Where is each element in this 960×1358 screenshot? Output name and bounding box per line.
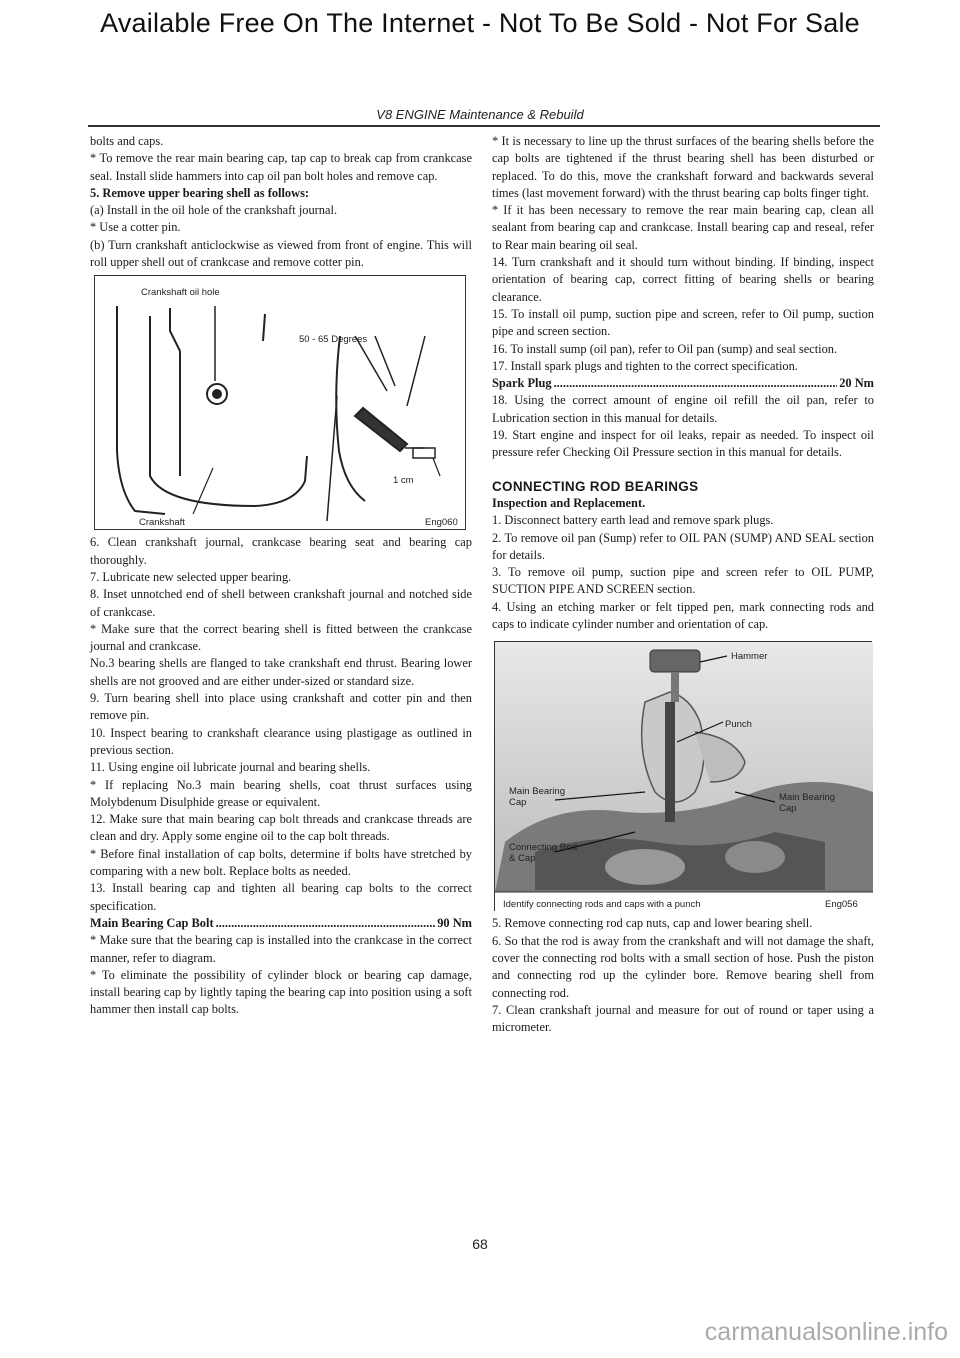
- crankshaft-diagram: [95, 276, 467, 531]
- paragraph: 10. Inspect bearing to crankshaft clearance using plastigage as outlined in previous section.: [90, 725, 472, 757]
- paragraph: * If it has been necessary to remove the rear main bearing cap, clean all sealant from bearing cap and crankcase. Install bearing cap and reseal, refer to Rear main bearing oil seal.: [492, 203, 874, 252]
- spec-leader-dots: [216, 915, 436, 932]
- step-heading: 5. Remove upper bearing shell as follows:: [90, 185, 310, 200]
- paragraph: 5. Remove connecting rod cap nuts, cap and lower bearing shell.: [492, 916, 813, 931]
- header-rule: [88, 125, 880, 127]
- paragraph: No.3 bearing shells are flanged to take crankshaft end thrust. Bearing lower shells are not grooved and are either under-sized or standard size.: [90, 656, 472, 688]
- oil-hole-label: Crankshaft oil hole: [141, 287, 220, 299]
- cm-label: 1 cm: [393, 475, 414, 487]
- section-title: CONNECTING ROD BEARINGS: [492, 478, 699, 494]
- paragraph: bolts and caps.: [90, 134, 164, 148]
- paragraph: 13. Install bearing cap and tighten all bearing cap bolts to the correct specification.: [90, 881, 472, 913]
- paragraph: * Use a cotter pin.: [90, 220, 181, 235]
- figure-caption: Identify connecting rods and caps with a punch: [503, 899, 701, 911]
- paragraph: 4. Using an etching marker or felt tipped pen, mark connecting rods and caps to indicate cylinder number and orientation of cap.: [492, 599, 874, 632]
- figure-code: Eng060: [425, 517, 458, 529]
- torque-spec-spark-plug: [492, 375, 874, 392]
- running-head: V8 ENGINE Maintenance & Rebuild: [376, 107, 584, 122]
- paragraph: * To eliminate the possibility of cylinder block or bearing cap damage, install bearing cap by lightly taping the bearing cap into position using a soft hammer then install cap bolts.: [90, 967, 472, 1017]
- paragraph: (b) Turn crankshaft anticlockwise as viewed from front of engine. This will roll upper shell out of crankcase and remove cotter pin.: [90, 237, 472, 270]
- paragraph: 11. Using engine oil lubricate journal and bearing shells.: [90, 760, 371, 775]
- paragraph: 9. Turn bearing shell into place using crankshaft and cotter pin and then remove pin.: [90, 691, 472, 723]
- paragraph: 1. Disconnect battery earth lead and remove spark plugs.: [492, 513, 774, 528]
- paragraph: 6. Clean crankshaft journal, crankcase bearing seat and bearing cap thoroughly.: [90, 535, 472, 567]
- right-column: [492, 133, 874, 1036]
- torque-spec-main-bearing: [90, 915, 472, 932]
- paragraph: 15. To install oil pump, suction pipe and screen, refer to Oil pump, suction pipe and screen section.: [492, 306, 874, 339]
- paragraph: 2. To remove oil pan (Sump) refer to OIL PAN (SUMP) AND SEAL section for details.: [492, 530, 874, 562]
- spec-value: 90 Nm: [437, 915, 472, 930]
- hammer-label: Hammer: [731, 651, 768, 663]
- paragraph: * Before final installation of cap bolts, determine if bolts have stretched by comparing with a new bolt. Replace bolts as needed.: [90, 846, 472, 879]
- paragraph: 7. Clean crankshaft journal and measure for out of round or taper using a micrometer.: [492, 1002, 874, 1035]
- spec-label: Spark Plug: [492, 376, 552, 391]
- paragraph: 19. Start engine and inspect for oil leaks, repair as needed. To inspect oil pressure refer Checking Oil Pressure section in this manual for details.: [492, 428, 874, 460]
- connecting-rod-photo: [495, 642, 873, 912]
- page-number: 68: [472, 1236, 488, 1252]
- punch-label: Punch: [725, 719, 752, 731]
- paragraph: * Make sure that the bearing cap is installed into the crankcase in the correct manner, refer to diagram.: [90, 933, 472, 965]
- paragraph: * Make sure that the correct bearing shell is fitted between the crankcase journal and crankcase.: [90, 621, 472, 654]
- main-bearing-cap-right-label: Main Bearing Cap: [779, 792, 835, 815]
- figure-code: Eng056: [825, 899, 858, 911]
- crankshaft-oil-hole-figure: [94, 275, 466, 530]
- connecting-rod-label: Connecting Rod & Cap: [509, 842, 578, 865]
- watermark: carmanualsonline.info: [704, 1318, 948, 1346]
- spec-leader-dots: [554, 375, 838, 392]
- paragraph: 17. Install spark plugs and tighten to the correct specification.: [492, 358, 798, 373]
- paragraph: * It is necessary to line up the thrust surfaces of the bearing shells before the cap bolts are tightened if the thrust bearing shell has been disturbed or replaced. To do this, move the crankshaft forward and backwards several times (last movement forward) with the thrust bearing cap bolts finger tight.: [492, 134, 874, 200]
- degrees-label: 50 - 65 Degrees: [299, 334, 368, 346]
- left-column: [90, 133, 472, 1019]
- spec-label: Main Bearing Cap Bolt: [90, 915, 214, 930]
- paragraph: * If replacing No.3 main bearing shells, coat thrust surfaces using Molybdenum Disulphide grease or equivalent.: [90, 777, 472, 809]
- connecting-rod-punch-figure: [494, 641, 872, 911]
- paragraph: (a) Install in the oil hole of the crankshaft journal.: [90, 203, 338, 218]
- paragraph: 18. Using the correct amount of engine oil refill the oil pan, refer to Lubrication section in this manual for details.: [492, 393, 874, 425]
- paragraph: 16. To install sump (oil pan), refer to Oil pan (sump) and seal section.: [492, 341, 838, 356]
- spec-value: 20 Nm: [839, 376, 874, 391]
- main-bearing-cap-left-label: Main Bearing Cap: [509, 786, 565, 809]
- paragraph: 8. Inset unnotched end of shell between crankshaft journal and notched side of crankcase.: [90, 587, 472, 619]
- paragraph: 7. Lubricate new selected upper bearing.: [90, 569, 292, 584]
- crankshaft-label: Crankshaft: [139, 517, 185, 529]
- paragraph: 6. So that the rod is away from the crankshaft and will not damage the shaft, cover the connecting rod bolts with a small section of hose. Push the piston and connecting rod up the cylinder bore. Remove bearing shell from connecting rod.: [492, 933, 874, 1000]
- header-banner: Available Free On The Internet - Not To Be Sold - Not For Sale: [100, 8, 860, 38]
- paragraph: 14. Turn crankshaft and it should turn without binding. If binding, inspect orientation of bearing cap, correct fitting of bearing shells or bearing clearance.: [492, 255, 874, 304]
- section-subtitle: Inspection and Replacement.: [492, 495, 646, 510]
- paragraph: 3. To remove oil pump, suction pipe and screen refer to OIL PUMP, SUCTION PIPE AND SCREEN section.: [492, 565, 874, 597]
- paragraph: * To remove the rear main bearing cap, tap cap to break cap from crankcase seal. Install slide hammers into cap oil pan bolt holes and remove cap.: [90, 151, 472, 183]
- paragraph: 12. Make sure that main bearing cap bolt threads and crankcase threads are clean and dry. Apply some engine oil to the cap bolt threads.: [90, 812, 472, 844]
